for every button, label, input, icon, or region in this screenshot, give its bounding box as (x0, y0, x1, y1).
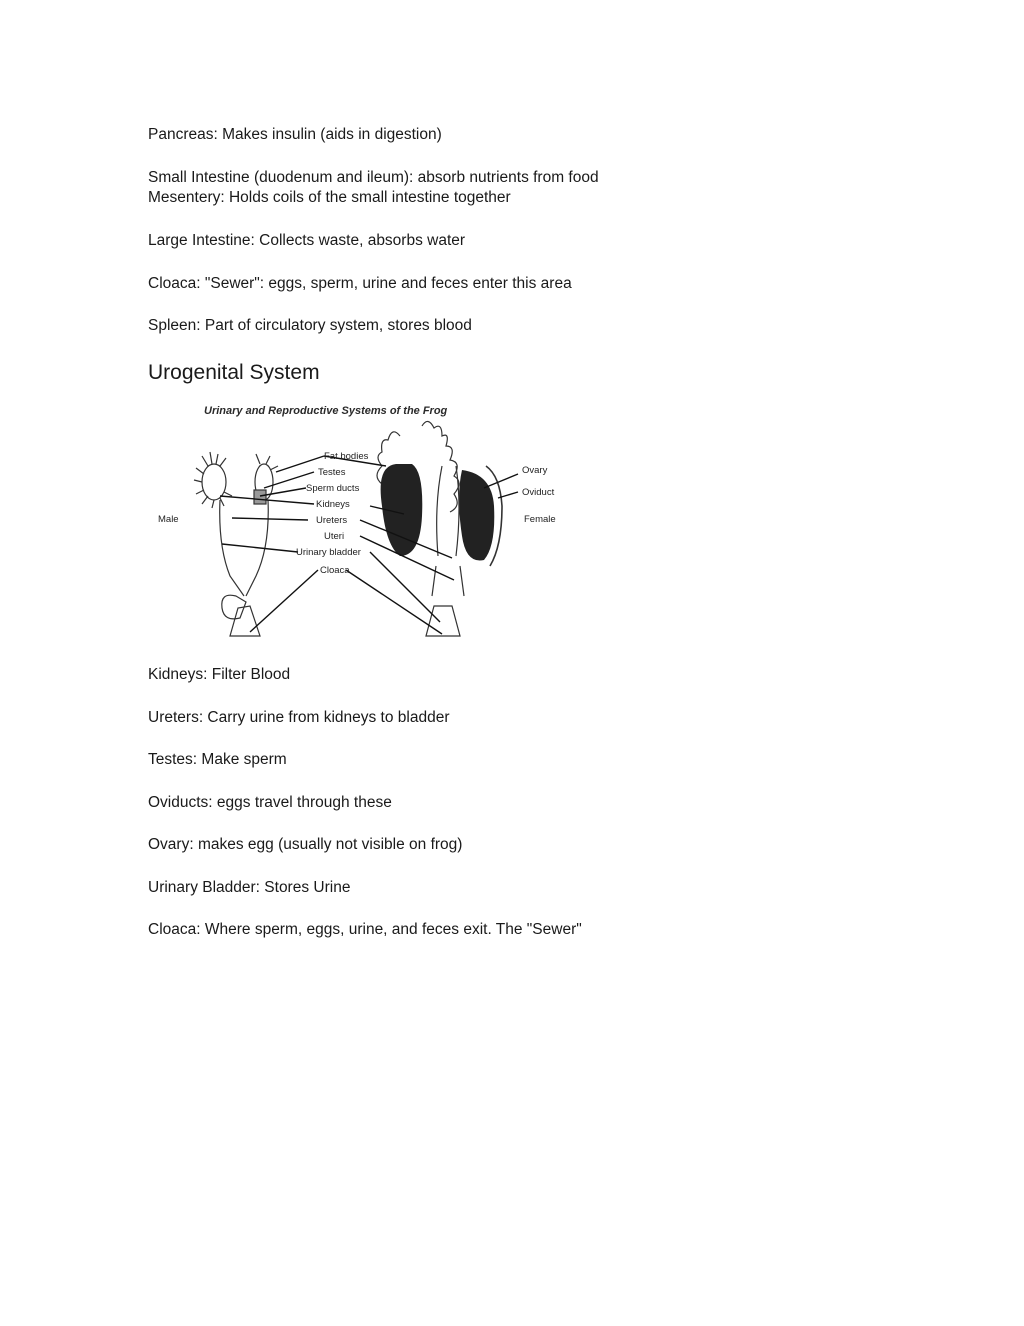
sperm-ducts-label: Sperm ducts (306, 483, 360, 494)
female-label: Female (524, 514, 556, 525)
male-frog-organs (194, 452, 278, 636)
mesentery-line: Mesentery: Holds coils of the small intestine together (148, 189, 511, 206)
large-intestine-line: Large Intestine: Collects waste, absorbs water (148, 232, 466, 249)
uteri-label: Uteri (324, 531, 345, 542)
pancreas-line: Pancreas: Makes insulin (aids in digestion) (148, 126, 442, 143)
male-label: Male (158, 514, 179, 525)
diagram-title: Urinary and Reproductive Systems of the Frog (204, 405, 448, 417)
fat-bodies-label: Fat bodies (324, 451, 369, 462)
small-intestine-line: Small Intestine (duodenum and ileum): absorb nutrients from food (148, 169, 599, 186)
testes-label: Testes (318, 467, 346, 478)
ureters-label: Ureters (316, 515, 348, 526)
kidneys-label: Kidneys (316, 499, 350, 510)
cloaca-label: Cloaca (320, 565, 350, 576)
urogenital-heading: Urogenital System (148, 361, 320, 384)
cloaca-exit-line: Cloaca: Where sperm, eggs, urine, and feces exit. The "Sewer" (148, 921, 582, 938)
oviducts-line: Oviducts: eggs travel through these (148, 794, 392, 811)
ureters-line: Ureters: Carry urine from kidneys to bladder (148, 709, 450, 726)
urinary-bladder-line: Urinary Bladder: Stores Urine (148, 879, 351, 896)
frog-urogenital-diagram (150, 396, 570, 646)
kidneys-line: Kidneys: Filter Blood (148, 666, 291, 683)
urinary-bladder-label: Urinary bladder (296, 547, 361, 558)
ovary-label: Ovary (522, 465, 548, 476)
spleen-line: Spleen: Part of circulatory system, stores blood (148, 317, 472, 334)
oviduct-label: Oviduct (522, 487, 555, 498)
ovary-line: Ovary: makes egg (usually not visible on frog) (148, 836, 463, 853)
cloaca-sewer-line: Cloaca: "Sewer": eggs, sperm, urine and feces enter this area (148, 275, 572, 292)
testes-line: Testes: Make sperm (148, 751, 287, 768)
